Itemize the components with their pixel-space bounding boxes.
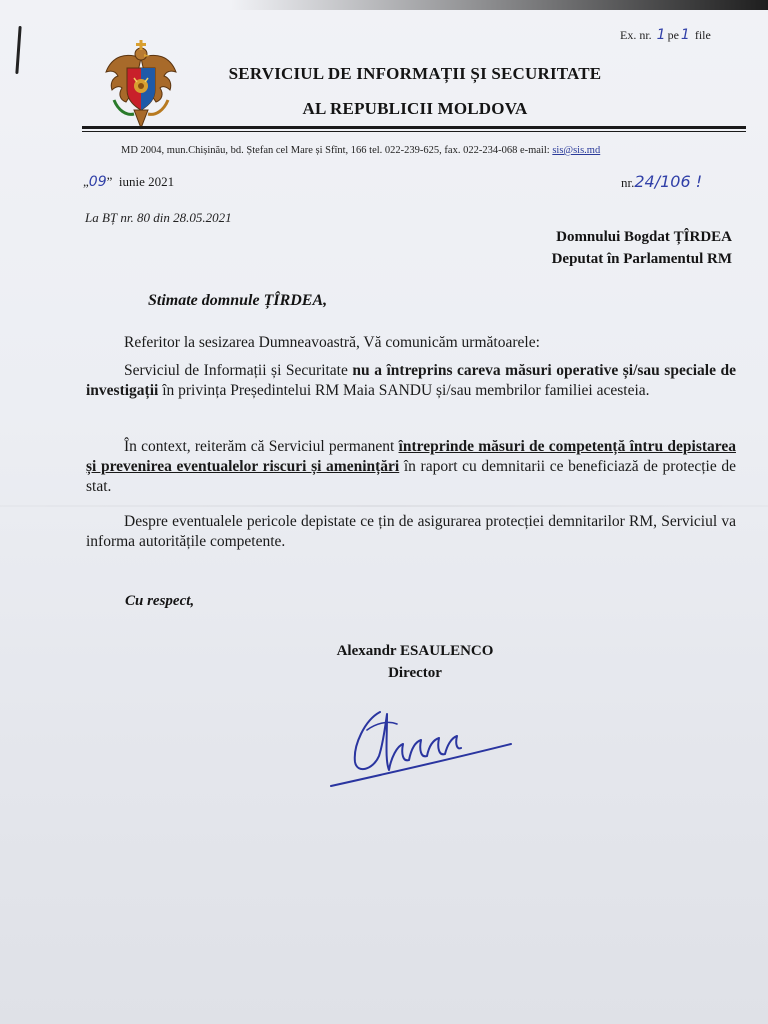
handwritten-page-count: 1	[680, 27, 690, 43]
email-link[interactable]: sis@sis.md	[552, 145, 601, 156]
salutation: Stimate domnule ȚÎRDEA,	[148, 292, 328, 309]
signer-title: Director	[388, 665, 442, 681]
address-line: MD 2004, mun.Chișinău, bd. Ștefan cel Mare și Sfînt, 166 tel. 022-239-625, fax. 022-234-068 e-mail: sis@sis.md	[121, 145, 601, 156]
addressee-name: Domnului Bogdat ȚÎRDEA	[556, 229, 732, 245]
header-rule-thin	[82, 131, 746, 132]
underlined-statement: întreprinde măsuri de competență întru depistarea și prevenirea eventualelor riscuri și amenințări	[86, 438, 736, 475]
paragraph-intro: Referitor la sesizarea Dumneavoastră, Vă comunicăm următoarele:	[124, 334, 540, 351]
reference-line: La BȚ nr. 80 din 28.05.2021	[85, 210, 232, 225]
addressee-title: Deputat în Parlamentul RM	[551, 251, 732, 267]
signer-name: Alexandr ESAULENCO	[336, 643, 494, 659]
pen-mark	[15, 26, 21, 74]
paper-fold	[0, 505, 768, 507]
document-number: nr.24/106 !	[621, 172, 703, 191]
background-edge	[0, 0, 768, 10]
closing-regards: Cu respect,	[125, 593, 195, 609]
document-date: „09” iunie 2021	[83, 174, 175, 190]
handwritten-day: 09	[88, 174, 107, 190]
paragraph-context: În context, reiterăm că Serviciul permanent întreprinde măsuri de competență întru depistarea și prevenirea eventualelor riscuri și amenințări în raport cu demnitarii ce beneficiază de protecție de stat.	[86, 438, 736, 495]
handwritten-copy-number: 1	[656, 27, 666, 43]
paragraph-statement: Serviciul de Informații și Securitate nu a întreprins careva măsuri operative și/sau speciale de investigații în privința Președintelui RM Maia SANDU și/sau membrilor familiei acesteia.	[86, 362, 736, 399]
organization-name-line1: SERVICIUL DE INFORMAȚII ȘI SECURITATE	[228, 64, 602, 83]
header-rule-thick	[82, 126, 746, 129]
bold-statement: nu a întreprins careva măsuri operative și/sau speciale de investigații	[86, 362, 736, 399]
paragraph-closing: Despre eventualele pericole depistate ce țin de asigurarea protecției demnitarilor RM, Serviciul va informa autoritățile competente.	[86, 513, 736, 550]
copy-number: Ex. nr. 1 pe 1 file	[620, 27, 711, 43]
handwritten-number: 24/106 !	[634, 172, 703, 191]
handwritten-signature	[325, 700, 525, 800]
organization-name-line2: AL REPUBLICII MOLDOVA	[302, 99, 528, 118]
moldova-coat-of-arms-icon	[104, 38, 178, 130]
